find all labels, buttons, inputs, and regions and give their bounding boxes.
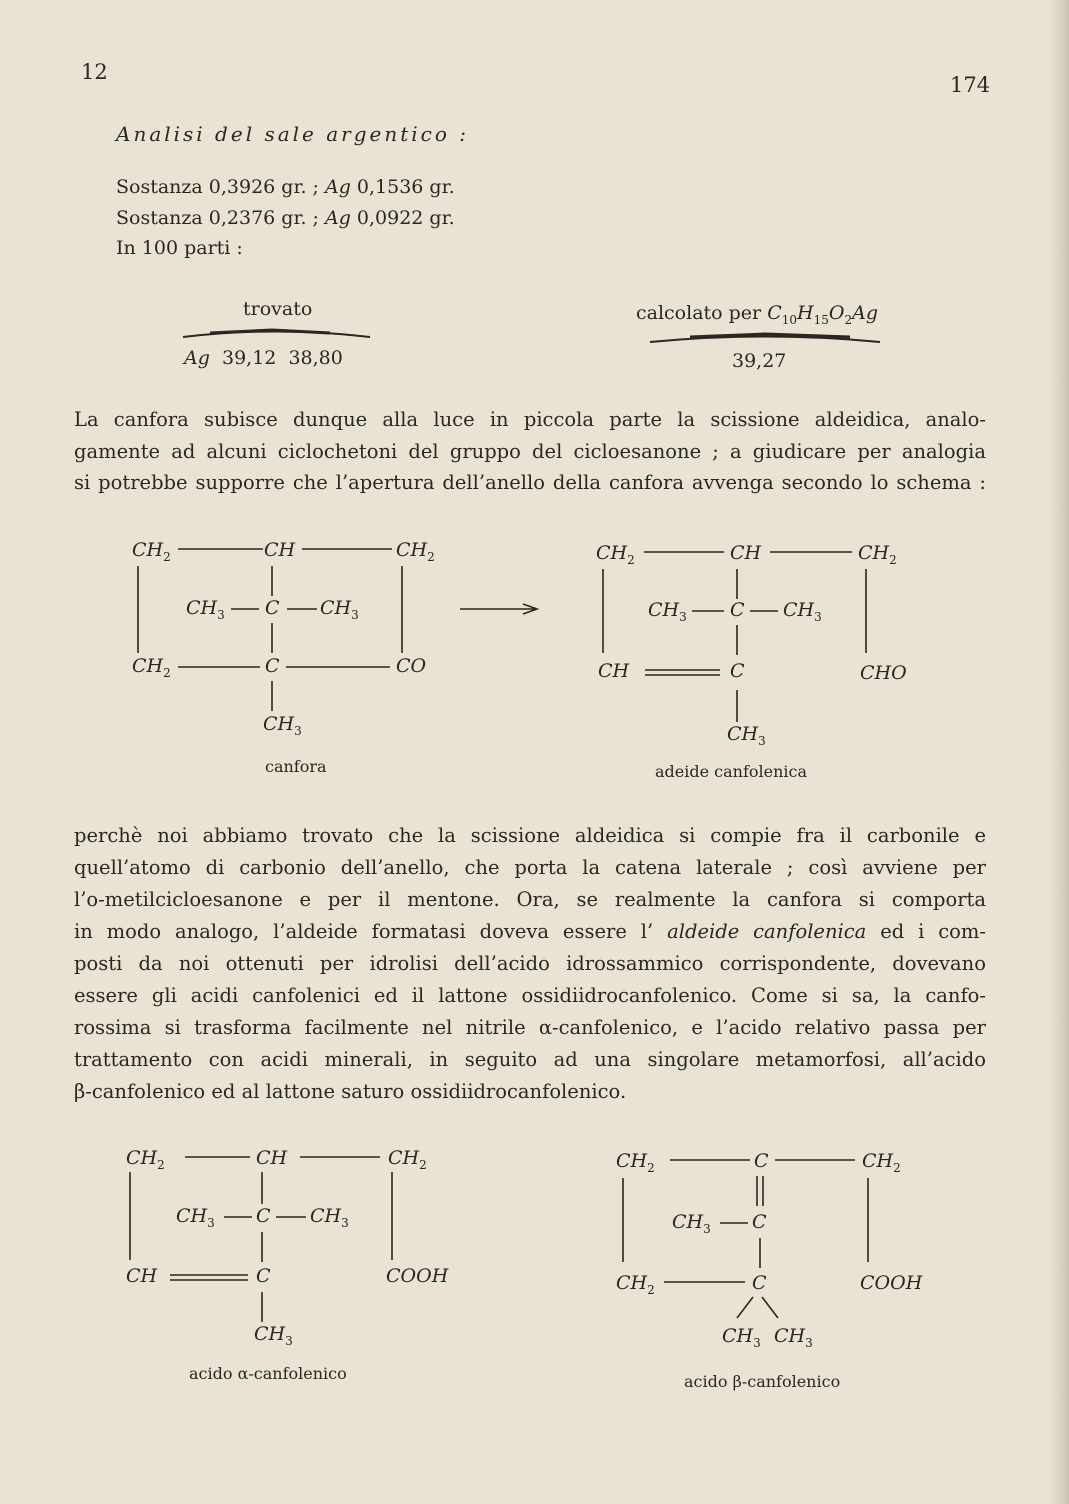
paragraph-2-line-4: in modo analogo, l’aldeide formatasi doveva essere l’ aldeide canfolenica ed i com- — [74, 920, 986, 943]
paragraph-1-line-1: La canfora subisce dunque alla luce in piccola parte la scissione aldeidica, analo- — [74, 408, 986, 431]
paragraph-2-line-3: l’o-metilcicloesanone e per il mentone. Ora, se realmente la canfora si comporta — [74, 888, 986, 911]
calculated-label: calcolato per $C_{10}H_{15}O_2Ag$ — [636, 302, 878, 327]
beta-ch2-top-right: $CH_2$ — [862, 1150, 901, 1175]
beta-ch2-bottom: $CH_2$ — [616, 1272, 655, 1297]
alpha-caption: acido α-canfolenico — [189, 1364, 347, 1383]
beta-caption: acido β-canfolenico — [684, 1372, 841, 1391]
aldehyde-ch3-left: $CH_3$ — [648, 599, 687, 624]
aldehyde-ch3-right: $CH_3$ — [783, 599, 822, 624]
camphor-ch-top: CH — [264, 539, 296, 561]
camphor-ch3-left: $CH_3$ — [186, 597, 225, 622]
beta-ch3-left-bottom: $CH_3$ — [722, 1325, 761, 1350]
analysis-line-1: Sostanza 0,3926 gr. ; Ag 0,1536 gr. — [116, 176, 455, 198]
camphor-ch2-bottom: $CH_2$ — [132, 655, 171, 680]
paragraph-1-line-3: si potrebbe supporre che l’apertura dell’anello della canfora avvenga secondo lo schema : — [74, 471, 986, 494]
alpha-ch-top: CH — [256, 1147, 288, 1169]
page-number-right: 174 — [950, 73, 991, 97]
beta-c-bottom: C — [752, 1272, 767, 1294]
camphor-ch2-top-right: $CH_2$ — [396, 539, 435, 564]
found-values: Ag 39,12 38,80 — [184, 347, 343, 369]
aldehyde-c-bottom: C — [730, 660, 745, 682]
aldehyde-ch2-top-left: $CH_2$ — [596, 542, 635, 567]
aldehyde-ch3-bottom: $CH_3$ — [727, 723, 766, 748]
camphor-ch2-top-left: $CH_2$ — [132, 539, 171, 564]
paragraph-2-line-5: posti da noi ottenuti per idrolisi dell’acido idrossammico corrispondente, dovevano — [74, 952, 986, 975]
alpha-ch2-top-left: $CH_2$ — [126, 1147, 165, 1172]
aldehyde-ch-top: CH — [730, 542, 762, 564]
aldehyde-ch2-top-right: $CH_2$ — [858, 542, 897, 567]
camphor-c-center: C — [265, 597, 280, 619]
aldehyde-ch-bottom: CH — [598, 660, 630, 682]
alpha-ch3-left: $CH_3$ — [176, 1205, 215, 1230]
found-label: trovato — [243, 298, 313, 320]
aldehyde-c-center: C — [730, 599, 745, 621]
camphor-ch3-bottom: $CH_3$ — [263, 713, 302, 738]
analysis-heading: Analisi del sale argentico : — [116, 122, 470, 146]
beta-ch3-right-bottom: $CH_3$ — [774, 1325, 813, 1350]
calculated-value: 39,27 — [732, 350, 787, 372]
alpha-cooh: COOH — [386, 1265, 449, 1287]
alpha-c-center: C — [256, 1205, 271, 1227]
alpha-ch-bottom: CH — [126, 1265, 158, 1287]
paragraph-2-line-8: trattamento con acidi minerali, in seguito ad una singolare metamorfosi, all’acido — [74, 1048, 986, 1071]
analysis-line-3: In 100 parti : — [116, 237, 243, 259]
paragraph-1-line-2: gamente ad alcuni ciclochetoni del gruppo del cicloesanone ; a giudicare per analogia — [74, 440, 986, 463]
analysis-line-2: Sostanza 0,2376 gr. ; Ag 0,0922 gr. — [116, 207, 455, 229]
aldehyde-cho: CHO — [860, 662, 907, 684]
aldehyde-caption: adeide canfolenica — [655, 762, 808, 781]
camphor-caption: canfora — [265, 757, 327, 776]
alpha-c-bottom: C — [256, 1265, 271, 1287]
alpha-ch3-right: $CH_3$ — [310, 1205, 349, 1230]
camphor-co: CO — [396, 655, 427, 677]
alpha-ch2-top-right: $CH_2$ — [388, 1147, 427, 1172]
camphor-ch3-right: $CH_3$ — [320, 597, 359, 622]
paragraph-2-line-1: perchè noi abbiamo trovato che la scissione aldeidica si compie fra il carbonile e — [74, 824, 986, 847]
camphor-c-bottom: C — [265, 655, 280, 677]
paragraph-2-line-2: quell’atomo di carbonio dell’anello, che porta la catena laterale ; così avviene per — [74, 856, 986, 879]
beta-cooh: COOH — [860, 1272, 923, 1294]
beta-c-center: C — [752, 1211, 767, 1233]
paragraph-2-line-7: rossima si trasforma facilmente nel nitrile α-canfolenico, e l’acido relativo passa per — [74, 1016, 986, 1039]
page-number-left: 12 — [81, 60, 108, 84]
beta-c-top: C — [754, 1150, 769, 1172]
paragraph-2-line-9: β-canfolenico ed al lattone saturo ossidiidrocanfolenico. — [74, 1080, 627, 1103]
paragraph-2-line-6: essere gli acidi canfolenici ed il lattone ossidiidrocanfolenico. Come si sa, la canfo- — [74, 984, 986, 1007]
alpha-ch3-bottom: $CH_3$ — [254, 1323, 293, 1348]
beta-ch3-left: $CH_3$ — [672, 1211, 711, 1236]
beta-ch2-top-left: $CH_2$ — [616, 1150, 655, 1175]
